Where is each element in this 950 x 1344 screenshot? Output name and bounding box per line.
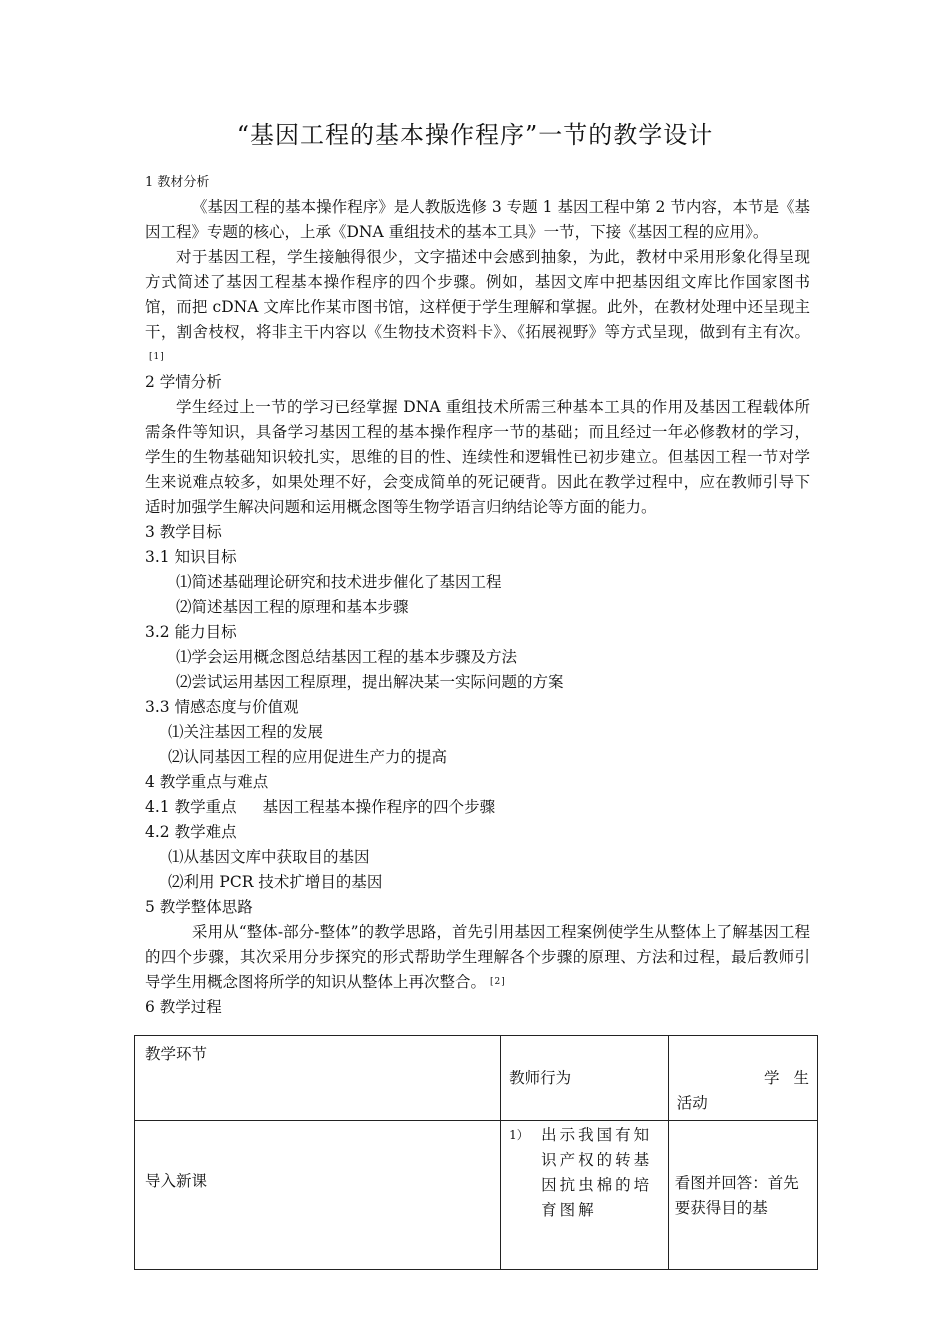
table-cell-student: 看图并回答：首先要获得目的基 xyxy=(668,1121,817,1270)
table-header-teacher: 教师行为 xyxy=(501,1036,669,1121)
paragraph: 采用从“整体-部分-整体”的教学思路，首先引用基因工程案例使学生从整体上了解基因工程的四个步骤，其次采用分步探究的形式帮助学生理解各个步骤的原理、方法和过程，最后教师引导学生用概念图将所学的知识从整体上再次整合。 [2] xyxy=(145,923,810,991)
list-item: ⑵认同基因工程的应用促进生产力的提高 xyxy=(168,748,448,766)
table-header-student: 学生 活动 xyxy=(668,1036,817,1121)
list-item: ⑵利用 PCR 技术扩增目的基因 xyxy=(168,873,383,891)
paragraph: 对于基因工程，学生接触得很少，文字描述中会感到抽象，为此，教材中采用形象化得呈现方式简述了基因工程基本操作程序的四个步骤。例如，基因文库中把基因组文库比作国家图书馆，而把 cDNA 文库比作某市图书馆，这样便于学生理解和掌握。此外，在教材处理中还呈现主干，割舍枝杈，将非主干内容以《生物技术资料卡》、《拓展视野》等方式呈现，做到有主有次。[1] xyxy=(145,248,810,362)
list-item: ⑴从基因文库中获取目的基因 xyxy=(168,848,370,866)
section-heading-1: 1 教材分析 xyxy=(145,175,210,190)
table-cell-teacher: 1） 出示我国有知识产权的转基因抗虫棉的培育图解 xyxy=(501,1121,669,1270)
table-header-stage: 教学环节 xyxy=(135,1036,501,1121)
section-heading-5: 5 教学整体思路 xyxy=(145,898,253,916)
table-row xyxy=(135,1121,818,1270)
page-title: “基因工程的基本操作程序”一节的教学设计 xyxy=(236,121,714,149)
list-item: ⑴简述基础理论研究和技术进步催化了基因工程 xyxy=(176,573,502,591)
subsection-heading: 4.1 教学重点 基因工程基本操作程序的四个步骤 xyxy=(145,798,496,816)
table-header-row xyxy=(135,1036,818,1121)
subsection-heading: 4.2 教学难点 xyxy=(145,823,237,841)
section-heading-4: 4 教学重点与难点 xyxy=(145,773,269,791)
citation: [1] xyxy=(149,352,165,362)
subsection-heading: 3.1 知识目标 xyxy=(145,548,237,566)
paragraph: 学生经过上一节的学习已经掌握 DNA 重组技术所需三种基本工具的作用及基因工程载体所需条件等知识，具备学习基因工程的基本操作程序一节的基础；而且经过一年必修教材的学习，学生的生物基础知识较扎实，思维的目的性、连续性和逻辑性已初步建立。但基因工程一节对学生来说难点较多，如果处理不好，会变成简单的死记硬背。因此在教学过程中，应在教师引导下适时加强学生解决问题和运用概念图等生物学语言归纳结论等方面的能力。 xyxy=(145,398,810,516)
list-item: ⑵简述基因工程的原理和基本步骤 xyxy=(176,598,409,616)
subsection-heading: 3.2 能力目标 xyxy=(145,623,237,641)
section-heading-2: 2 学情分析 xyxy=(145,373,222,391)
teaching-process-table xyxy=(134,1035,823,1270)
document-body xyxy=(145,170,810,1020)
section-heading-6: 6 教学过程 xyxy=(145,998,222,1016)
paragraph: 《基因工程的基本操作程序》是人教版选修 3 专题 1 基因工程中第 2 节内容，本节是《基因工程》专题的核心，上承《DNA 重组技术的基本工具》一节，下接《基因工程的应用》。 xyxy=(145,198,810,241)
list-item: ⑵尝试运用基因工程原理，提出解决某一实际问题的方案 xyxy=(176,673,564,691)
citation: [2] xyxy=(490,977,506,987)
list-item: ⑴学会运用概念图总结基因工程的基本步骤及方法 xyxy=(176,648,518,666)
table-cell-stage: 导入新课 xyxy=(135,1121,501,1270)
list-item: ⑴关注基因工程的发展 xyxy=(168,723,324,741)
subsection-heading: 3.3 情感态度与价值观 xyxy=(145,698,299,716)
section-heading-3: 3 教学目标 xyxy=(145,523,222,541)
